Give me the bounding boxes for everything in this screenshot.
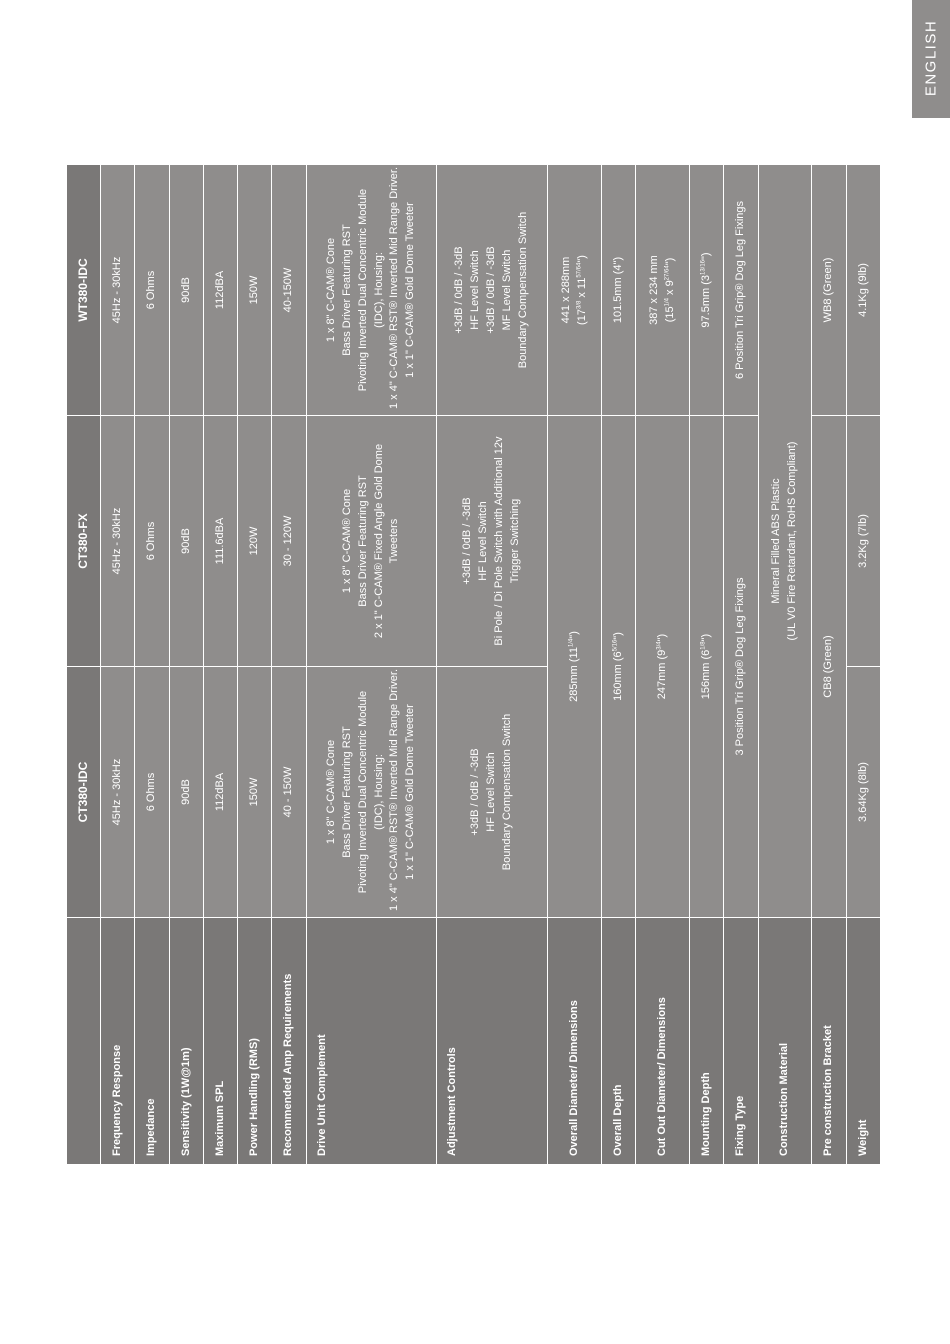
cell-ct380-fx-amp: 30 - 120W [272,416,307,667]
text-line [575,171,591,409]
cell-ct380-idc-amp: 40 - 150W [272,667,307,918]
cell-ct380-fx-spl: 111.6dBA [204,416,238,667]
fraction: 5/16 [611,639,618,652]
cell-ct380-fx-power: 120W [238,416,272,667]
dimension-part: ") [663,257,676,266]
table-row [204,165,238,1165]
header-row [67,165,101,1165]
cell-ct380-fx-weight: 3.2Kg (7lb) [847,416,881,667]
text-line: (IDC), Housing: [372,252,385,328]
cell-wt380-idc-bracket: WB8 (Green) [812,165,847,416]
dimension-part: (15 [663,306,676,323]
text-line: HF Level Switch [477,501,490,581]
row-label-weight: Weight [847,918,881,1165]
cell-ct380-fx-drive-unit [307,416,437,667]
fraction: 13/16 [699,260,706,276]
cell-ct380-idc-adjustment [437,667,548,918]
text-line: +3dB / 0dB / -3dB [485,246,498,334]
table-row [602,165,636,1165]
dimension-main: 160mm (6 [611,651,624,701]
fraction: 1/8 [699,641,706,650]
text-line: 1 x 8" C-CAM® Cone [340,488,353,594]
cell-wt380-idc-mounting [690,165,724,416]
text-line: 1 x 4" C-CAM® RST® Inverted Mid Range Driver. [388,166,401,409]
fraction: 3/4 [655,641,662,650]
table-row [307,165,437,1165]
fraction: 27/64 [663,265,670,281]
cell-wt380-idc-weight: 4.1Kg (9lb) [847,165,881,416]
table-row [724,165,759,1165]
dimension-end: ") [655,633,668,642]
text-line: 1 x 8" C-CAM® Cone [324,237,337,343]
row-label-sensitivity: Sensitivity (1W@1m) [170,918,204,1165]
dimension-part: x 9 [663,280,676,299]
row-label-frequency-response: Frequency Response [101,918,135,1165]
text-line: 1 x 1" C-CAM® Gold Dome Tweeter [404,704,417,880]
column-header-ct380-fx: CT380-FX [67,416,101,667]
cell-all-construction-material [759,165,812,918]
column-header-label [67,918,101,1165]
text-line: Mineral Filled ABS Plastic [770,478,783,604]
cell-ct380-fx-frequency: 45Hz - 30kHz [101,416,135,667]
dimension-part: x 11 [575,277,588,301]
text-line: Trigger Switching [508,498,521,584]
text-line: Boundary Compensation Switch [516,211,529,369]
dimension-main: 285mm (11 [567,647,580,702]
table-row [690,165,724,1165]
column-header-wt380-idc: WT380-IDC [67,165,101,416]
cell-ct380-fx-sensitivity: 90dB [170,416,204,667]
dimension-part: ") [575,255,588,263]
cell-ct380-idc-sensitivity: 90dB [170,667,204,918]
row-label-amp-requirements: Recommended Amp Requirements [272,918,307,1165]
cell-wt380-idc-drive-unit [307,165,437,416]
dimension-main: 97.5mm (3 [699,275,712,328]
text-line: Bi Pole / Di Pole Switch with Additional 12v [493,436,505,646]
table-row [548,165,602,1165]
dimension-part: (17 [575,309,588,325]
cell-wt380-idc-impedance: 6 Ohms [135,165,170,416]
text-line: 2 x 1" C-CAM® Fixed Angle Gold Dome [372,443,385,639]
dimension-end: ") [699,633,712,642]
cell-wt380-idc-cut-out [636,165,690,416]
text-line: 1 x 8" C-CAM® Cone [324,739,337,845]
cell-wt380-idc-amp: 40-150W [272,165,307,416]
row-label-impedance: Impedance [135,918,170,1165]
cell-ct380-shared-cut-out [636,416,690,918]
column-header-ct380-idc: CT380-IDC [67,667,101,918]
language-label: ENGLISH [922,19,940,97]
text-line [663,171,679,409]
cell-ct380-shared-fixing: 3 Position Tri Grip® Dog Leg Fixings [724,416,759,918]
text-line: +3dB / 0dB / -3dB [461,497,474,585]
cell-wt380-idc-frequency: 45Hz - 30kHz [101,165,135,416]
text-line: MF Level Switch [500,249,513,331]
text-line: Pivoting Inverted Dual Concentric Module [356,188,369,392]
cell-ct380-shared-bracket: CB8 (Green) [812,416,847,918]
text-line: +3dB / 0dB / -3dB [469,748,482,836]
cell-wt380-idc-depth: 101.5mm (4") [602,165,636,416]
cell-ct380-idc-drive-unit [307,667,437,918]
spec-table [66,164,881,1165]
text-line: 387 x 234 mm [647,255,660,325]
cell-wt380-idc-sensitivity: 90dB [170,165,204,416]
text-line: HF Level Switch [485,752,498,832]
text-line: (IDC), Housing: [372,754,385,830]
dimension-main: 156mm (6 [699,649,712,700]
text-line: HF Level Switch [469,250,482,330]
cell-wt380-idc-dimensions [548,165,602,416]
table-row [272,165,307,1165]
cell-wt380-idc-spl: 112dBA [204,165,238,416]
cell-wt380-idc-fixing: 6 Position Tri Grip® Dog Leg Fixings [724,165,759,416]
text-line: +3dB / 0dB / -3dB [453,246,466,334]
fraction: 1/4 [567,638,574,648]
table-row [759,165,812,1165]
spec-table-container [66,165,869,1165]
row-label-drive-unit: Drive Unit Complement [307,918,437,1165]
text-line: 1 x 1" C-CAM® Gold Dome Tweeter [404,202,417,378]
cell-wt380-idc-adjustment [437,165,548,416]
text-line: (UL V0 Fire Retardant, RoHS Compliant) [786,441,798,641]
dimension-end: ") [611,632,624,640]
cell-ct380-fx-impedance: 6 Ohms [135,416,170,667]
table-row [170,165,204,1165]
table-row [636,165,690,1165]
table-row [847,165,881,1165]
cell-ct380-idc-weight: 3.64Kg (8lb) [847,667,881,918]
cell-wt380-idc-power: 150W [238,165,272,416]
fraction: 1/4 [663,298,670,307]
cell-ct380-idc-spl: 112dBA [204,667,238,918]
text-line: Bass Driver Featuring RST [340,224,353,356]
text-line: 441 x 288mm [559,256,572,324]
row-label-cut-out: Cut Out Diameter/ Dimensions [636,918,690,1165]
dimension-main: 247mm (9 [655,649,668,700]
text-line: Boundary Compensation Switch [500,713,513,871]
row-label-adjustment-controls: Adjustment Controls [437,918,548,1165]
row-label-maximum-spl: Maximum SPL [204,918,238,1165]
row-label-mounting-depth: Mounting Depth [690,918,724,1165]
fraction: 3/8 [575,300,582,310]
text-line: Tweeters [388,518,401,564]
table-row [135,165,170,1165]
cell-ct380-fx-adjustment [437,416,548,667]
row-label-preconstruction-bracket: Pre construction Bracket [812,918,847,1165]
table-row [437,165,548,1165]
cell-ct380-idc-power: 150W [238,667,272,918]
text-line: 1 x 4" C-CAM® RST® Inverted Mid Range Driver. [388,668,401,911]
text-line: Bass Driver Featuring RST [340,726,353,858]
row-label-overall-depth: Overall Depth [602,918,636,1165]
cell-ct380-shared-dimensions [548,416,602,918]
fraction: 57/64 [575,262,582,278]
cell-ct380-shared-mounting [690,416,724,918]
table-row [101,165,135,1165]
cell-ct380-idc-impedance: 6 Ohms [135,667,170,918]
cell-ct380-idc-frequency: 45Hz - 30kHz [101,667,135,918]
table-row [812,165,847,1165]
text-line: Bass Driver Featuring RST [356,475,369,607]
table-row [238,165,272,1165]
row-label-power-handling: Power Handling (RMS) [238,918,272,1165]
text-line: Pivoting Inverted Dual Concentric Module [356,690,369,894]
row-label-fixing-type: Fixing Type [724,918,759,1165]
dimension-end: ") [567,631,580,639]
dimension-end: ") [699,252,712,260]
row-label-construction-material: Construction Material [759,918,812,1165]
row-label-overall-dimensions: Overall Diameter/ Dimensions [548,918,602,1165]
cell-ct380-shared-depth [602,416,636,918]
